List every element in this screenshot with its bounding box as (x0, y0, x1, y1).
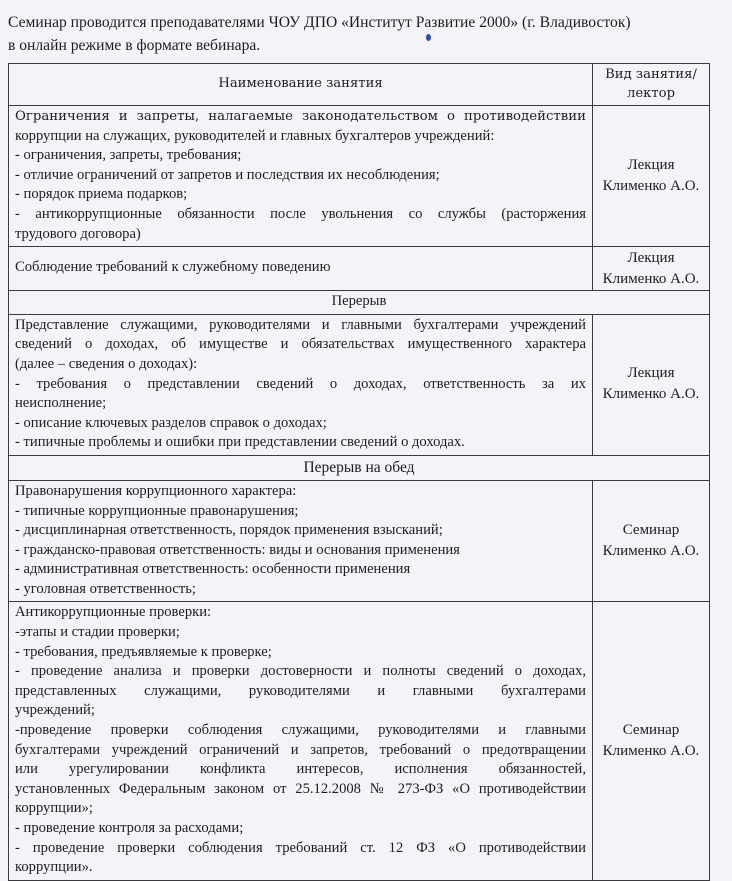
table-row (9, 106, 710, 247)
topic-line: коррупции». (15, 859, 93, 876)
topic-line: - порядок приема подарков; (15, 186, 188, 203)
topic-line: - проведение анализа и проверки достоверности и полноты сведений о доходах, (15, 663, 586, 680)
break-label: Перерыв на обед (9, 455, 710, 480)
lecturer-name: Клименко А.О. (602, 542, 700, 559)
topic-line: - требования о представлении сведений о доходах, ответственность за их (15, 375, 586, 392)
topic-line: неисполнение; (15, 395, 107, 412)
topic-line: трудового договора) (15, 225, 141, 242)
topic-line: представленных служащими, руководителями и главными бухгалтерами (15, 682, 586, 699)
topic-line: - типичные коррупционные правонарушения; (15, 502, 299, 519)
table-body (9, 106, 710, 881)
topic-cell (9, 480, 593, 602)
session-type: Семинар (622, 521, 680, 538)
topic-line: Ограничения и запреты, налагаемые законодательством о противодействии (15, 109, 586, 124)
topic-line: - уголовная ответственность; (15, 580, 196, 597)
topic-line: - дисциплинарная ответственность, порядок применения взысканий; (15, 522, 443, 539)
header-type-line-2: лектор (626, 86, 676, 101)
topic-line: - антикоррупционные обязанности после увольнения со службы (расторжения (15, 205, 586, 222)
intro-line-2: в онлайн режиме в формате вебинара. (8, 37, 261, 54)
table-header-row (9, 64, 710, 106)
header-name: Наименование занятия (9, 64, 593, 106)
session-type: Лекция (627, 250, 675, 267)
topic-cell (9, 106, 593, 247)
session-type: Лекция (627, 365, 675, 382)
lecturer-name: Клименко А.О. (602, 742, 700, 759)
topic-line: - ограничения, запреты, требования; (15, 147, 242, 164)
topic-line: Правонарушения коррупционного характера: (15, 482, 297, 499)
topic-line: -этапы и стадии проверки; (15, 624, 180, 641)
topic-line: - отличие ограничений от запретов и последствия их несоблюдения; (15, 166, 440, 183)
ink-dot (426, 34, 431, 41)
topic-line: - типичные проблемы и ошибки при представлении сведений о доходах. (15, 434, 465, 451)
program-table (8, 63, 710, 881)
topic-line: - проведение контроля за расходами; (15, 820, 244, 836)
topic-line: Соблюдение требований к служебному поведению (15, 259, 331, 276)
intro-line-1: Семинар проводится преподавателями ЧОУ ДПО «Институт Развитие 2000» (г. Владивосток) (8, 14, 631, 31)
table-row (9, 480, 710, 602)
session-type: Семинар (622, 721, 680, 738)
table-row (9, 247, 710, 291)
lecturer-name: Клименко А.О. (602, 271, 700, 288)
lecturer-name: Клименко А.О. (602, 386, 700, 403)
topic-line: бухгалтерами учреждений ограничений и запретов, требований о предотвращении (15, 741, 586, 758)
header-type (593, 64, 710, 106)
topic-line: - административная ответственность: особенности применения (15, 561, 411, 578)
type-lecturer-cell (593, 602, 710, 880)
table-break-row (9, 291, 710, 315)
topic-cell (9, 247, 593, 291)
type-lecturer-cell (593, 247, 710, 291)
topic-cell (9, 314, 593, 455)
topic-cell (9, 602, 593, 880)
topic-line: - гражданско-правовая ответственность: виды и основания применения (15, 541, 460, 558)
topic-line: - описание ключевых разделов справок о доходах; (15, 414, 327, 431)
topic-line: или урегулировании конфликта интересов, исполнения обязанностей, (15, 761, 586, 778)
intro-text (8, 11, 720, 57)
session-type: Лекция (627, 156, 675, 173)
lecturer-name: Клименко А.О. (602, 177, 700, 194)
topic-line: - проведение проверки соблюдения требований ст. 12 ФЗ «О противодействии (15, 839, 586, 856)
table-row (9, 314, 710, 455)
table-break-row (9, 455, 710, 480)
topic-line: - требования, предъявляемые к проверке; (15, 643, 272, 660)
topic-line: Антикоррупционные проверки: (15, 604, 212, 621)
topic-line: учреждений; (15, 702, 95, 719)
header-type-line-1: Вид занятия/ (605, 67, 697, 82)
type-lecturer-cell (593, 106, 710, 247)
table-row (9, 602, 710, 880)
topic-line: (далее – сведения о доходах): (15, 355, 198, 372)
topic-line: сведений о доходах, об имуществе и обязательствах имущественного характера (15, 336, 586, 353)
topic-line: Представление служащими, руководителями и главными бухгалтерами учреждений (15, 316, 586, 333)
topic-line: установленных Федеральным законом от 25.12.2008 № 273-ФЗ «О противодействии (15, 780, 586, 797)
break-label: Перерыв (9, 291, 710, 315)
type-lecturer-cell (593, 480, 710, 602)
topic-line: коррупции на служащих, руководителей и главных бухгалтеров учреждений: (15, 127, 495, 144)
topic-line: коррупции»; (15, 800, 93, 817)
topic-line: -проведение проверки соблюдения служащими, руководителями и главными (15, 722, 586, 739)
type-lecturer-cell (593, 314, 710, 455)
